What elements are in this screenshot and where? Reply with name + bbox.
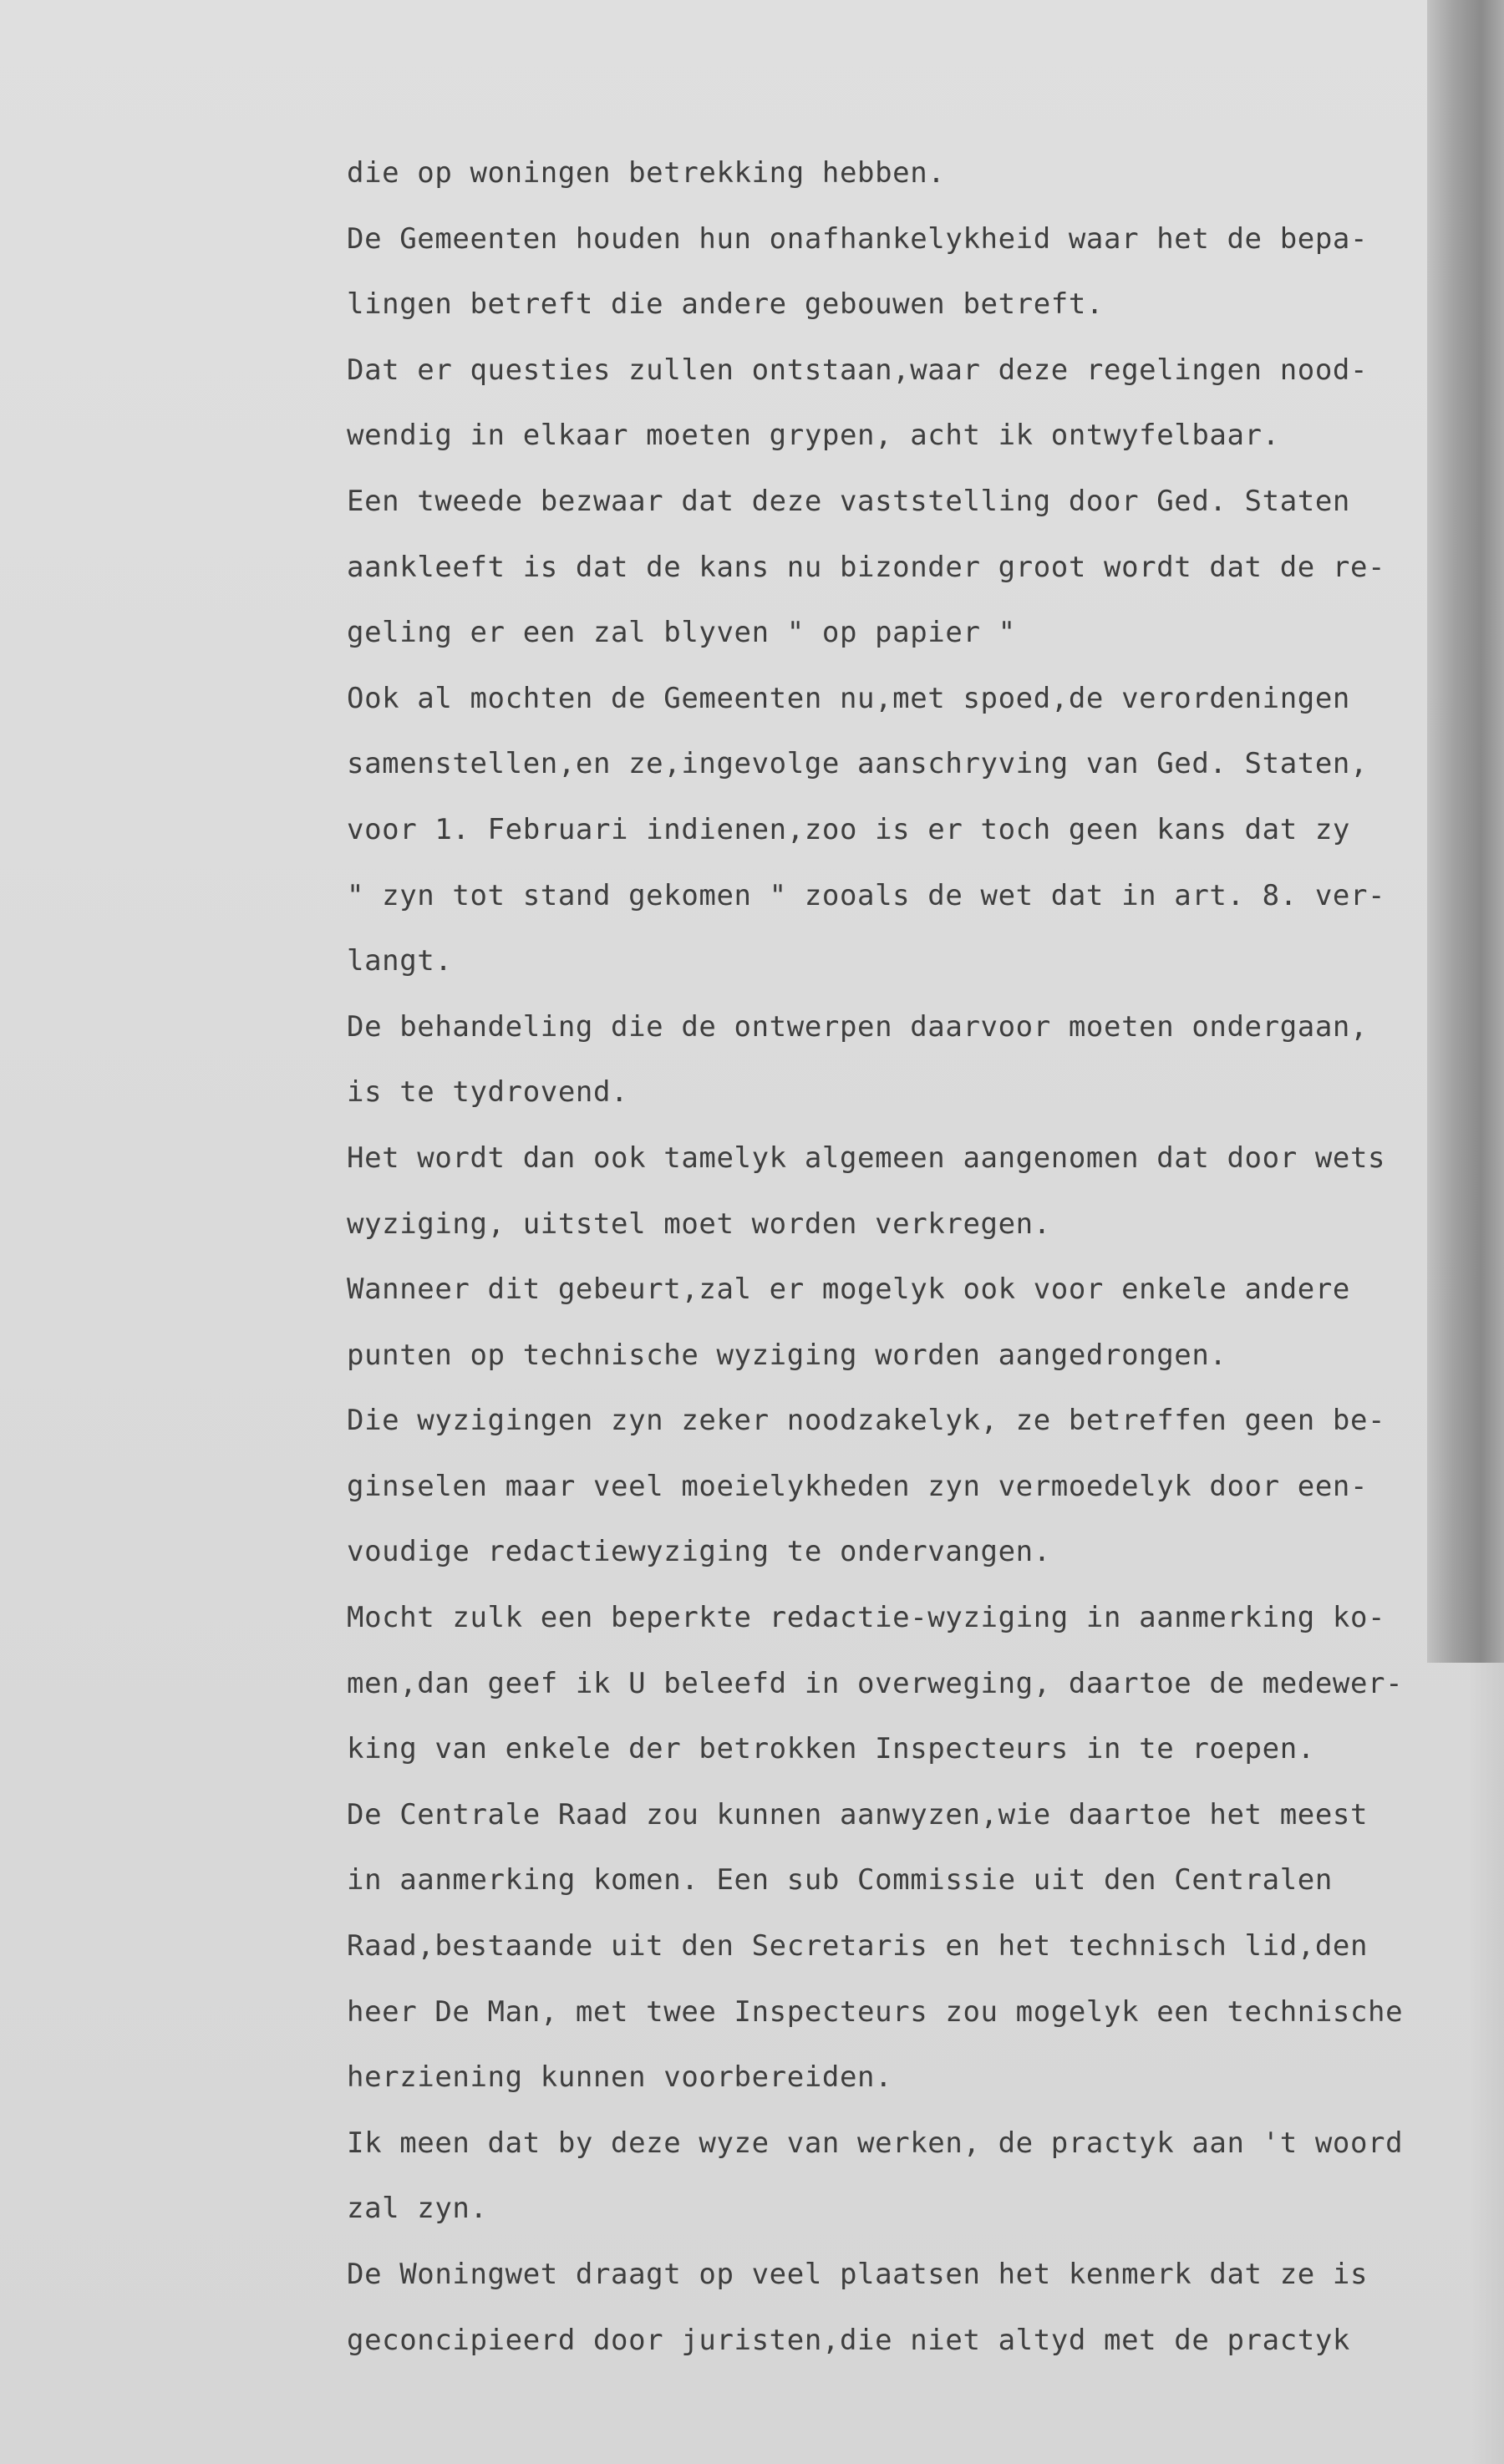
text-line-28: Raad,bestaande uit den Secretaris en het technisch lid,den	[347, 1929, 1369, 1964]
text-line-31: Ik meen dat by deze wyze van werken, de practyk aan 't woord	[347, 2126, 1404, 2160]
text-line-1: die op woningen betrekking hebben.	[347, 156, 946, 190]
text-line-13: langt.	[347, 944, 453, 978]
text-line-26: De Centrale Raad zou kunnen aanwyzen,wie daartoe het meest	[347, 1797, 1369, 1831]
text-line-3: lingen betreft die andere gebouwen betreft.	[347, 287, 1104, 322]
text-line-32: zal zyn.	[347, 2192, 488, 2226]
text-line-14: De behandeling die de ontwerpen daarvoor moeten ondergaan,	[347, 1009, 1369, 1044]
typed-letter-body	[347, 140, 1504, 2373]
text-line-15: is te tydrovend.	[347, 1075, 629, 1110]
text-line-6: Een tweede bezwaar dat deze vaststelling door Ged. Staten	[347, 484, 1350, 518]
text-line-25: king van enkele der betrokken Inspecteurs in te roepen.	[347, 1732, 1315, 1766]
text-line-33: De Woningwet draagt op veel plaatsen het kenmerk dat ze is	[347, 2258, 1369, 2291]
text-line-30: herziening kunnen voorbereiden.	[347, 2060, 893, 2095]
text-line-11: voor 1. Februari indienen,zoo is er toch geen kans dat zy	[347, 812, 1350, 846]
text-line-18: Wanneer dit gebeurt,zal er mogelyk ook voor enkele andere	[347, 1273, 1350, 1307]
text-line-20: Die wyzigingen zyn zeker noodzakelyk, ze betreffen geen be-	[347, 1404, 1386, 1438]
text-line-21: ginselen maar veel moeielykheden zyn vermoedelyk door een-	[347, 1469, 1369, 1503]
text-line-23: Mocht zulk een beperkte redactie-wyziging in aanmerking ko-	[347, 1601, 1386, 1635]
text-line-5: wendig in elkaar moeten grypen, acht ik ontwyfelbaar.	[347, 419, 1280, 453]
text-line-22: voudige redactiewyziging te ondervangen.	[347, 1535, 1051, 1569]
text-line-8: geling er een zal blyven " op papier "	[347, 616, 1016, 650]
text-line-16: Het wordt dan ook tamelyk algemeen aangenomen dat door wets	[347, 1141, 1386, 1175]
text-line-17: wyziging, uitstel moet worden verkregen.	[347, 1207, 1051, 1241]
text-line-29: heer De Man, met twee Inspecteurs zou mogelyk een technische	[347, 1994, 1404, 2029]
text-line-12: " zyn tot stand gekomen " zooals de wet dat in art. 8. ver-	[347, 878, 1386, 912]
text-line-7: aankleeft is dat de kans nu bizonder groot wordt dat de re-	[347, 550, 1386, 584]
text-line-34: geconcipieerd door juristen,die niet altyd met de practyk	[347, 2323, 1350, 2357]
text-line-2: De Gemeenten houden hun onafhankelykheid waar het de bepa-	[347, 221, 1369, 256]
text-line-4: Dat er questies zullen ontstaan,waar deze regelingen nood-	[347, 353, 1369, 387]
text-line-9: Ook al mochten de Gemeenten nu,met spoed,de verordeningen	[347, 681, 1350, 715]
text-line-27: in aanmerking komen. Een sub Commissie uit den Centralen	[347, 1863, 1333, 1898]
text-line-19: punten op technische wyziging worden aangedrongen.	[347, 1338, 1227, 1372]
text-line-24: men,dan geef ik U beleefd in overweging, daartoe de medewer-	[347, 1666, 1404, 1700]
text-line-10: samenstellen,en ze,ingevolge aanschryving van Ged. Staten,	[347, 747, 1369, 781]
